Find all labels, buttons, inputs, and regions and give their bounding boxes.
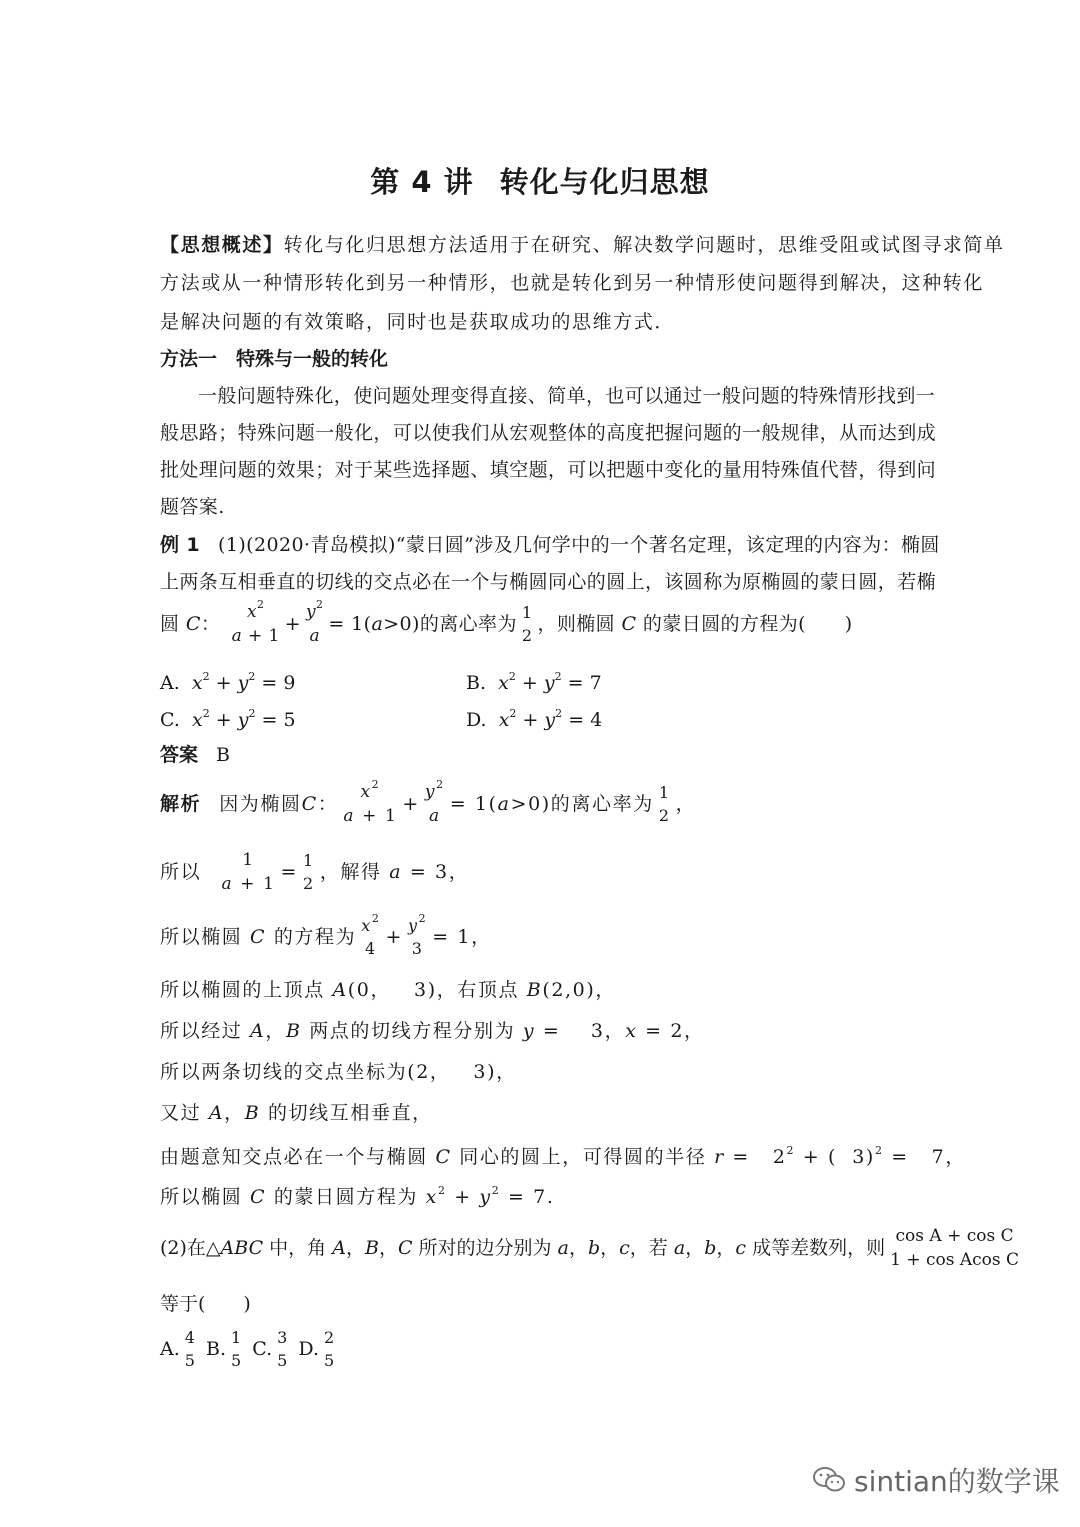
- option-d: D. $x^2 + y^2 = 4$: [466, 707, 603, 731]
- overview-line-3: 是解决问题的有效策略，同时也是获取成功的思维方式．: [160, 311, 676, 333]
- analysis-line-5: 所以经过 A，B 两点的切线方程分别为 y = 3，x = 2，: [160, 1020, 705, 1042]
- page-title: 第 4 讲 转化与化归思想: [370, 165, 710, 199]
- analysis-fraction-x: $x^2$ a + 1: [343, 778, 398, 826]
- option-a: A. $x^2 + y^2 = 9$: [160, 670, 296, 694]
- analysis-fraction-y2-3: $y^2$ 3: [408, 912, 428, 958]
- answer-line: [160, 746, 230, 765]
- example1-line-3: 圆 C： $x^2$ a + 1 + $y^2$ a = 1(a>0)的离心率为 1 2 ，则椭圆 C 的蒙日圆的方程为( ): [160, 598, 853, 646]
- overview-line-2: 方法或从一种情形转化到另一种情形，也就是转化到另一种情形使问题得到解决，这种转化: [160, 272, 985, 294]
- overview-label: 【思想概述】: [160, 234, 284, 256]
- analysis-line-3: 所以椭圆 C 的方程为 $x^2$ 4 + $y^2$ 3 = 1，: [160, 912, 492, 958]
- analysis-eccentricity: 1 2: [658, 783, 671, 825]
- answer-value: B: [216, 744, 230, 766]
- analysis-line-6: 所以两条切线的交点坐标为(2， 3)，: [160, 1061, 517, 1083]
- example1-line-1: 例 1 (1)(2020·青岛模拟)“蒙日圆”涉及几何学中的一个著名定理，该定理的内容为：椭圆: [160, 534, 940, 556]
- example1-label: 例 1: [160, 534, 201, 556]
- analysis-line-7: 又过 A，B 的切线互相垂直，: [160, 1102, 433, 1124]
- method1-para-line-2: 般思路；特殊问题一般化，可以使我们从宏观整体的高度把握问题的一般规律，从而达到成: [160, 422, 937, 444]
- analysis-label: 解析: [160, 792, 202, 815]
- method1-para-line-1: 一般问题特殊化，使问题处理变得直接、简单，也可以通过一般问题的特殊情形找到一: [198, 385, 936, 407]
- question2-line-1: (2)在△ABC 中，角 A，B，C 所对的边分别为 a，b，c，若 a，b，c 成等差数列，则 cos A + cos C 1 + cos Acos C: [160, 1228, 1024, 1270]
- analysis-line-4: 所以椭圆的上顶点 A(0， 3)，右顶点 B(2,0)，: [160, 979, 616, 1001]
- ellipse-fraction-x: $x^2$ a + 1: [231, 598, 280, 646]
- watermark: sintian的数学课: [812, 1460, 1060, 1500]
- analysis-fraction-x2-4: $x^2$ 4: [361, 912, 381, 958]
- option-b: B. $x^2 + y^2 = 7$: [466, 670, 602, 694]
- method1-heading: 方法一 特殊与一般的转化: [160, 348, 389, 370]
- overview-line-1: 【思想概述】转化与化归思想方法适用于在研究、解决数学问题时，思维受阻或试图寻求简单: [160, 234, 1005, 256]
- analysis-line-9: 所以椭圆 C 的蒙日圆方程为 $x^2 + y^2 = 7$.: [160, 1184, 555, 1208]
- question2-options: A. 4 5 B. 1 5 C. 3 5 D. 2 5: [160, 1328, 335, 1370]
- method1-para-line-3: 批处理问题的效果；对于某些选择题、填空题，可以把题中变化的量用特殊值代替，得到问: [160, 459, 937, 481]
- analysis-line-8: 由题意知交点必在一个与椭圆 C 同心的圆上，可得圆的半径 $r = 2^2$ + ( 3)$^2$ = 7，: [160, 1144, 966, 1168]
- analysis-line-2: 所以 1 a + 1 = 1 2 ，解得 a = 3，: [160, 850, 470, 894]
- analysis-line-1: 解析 因为椭圆C： $x^2$ a + 1 + $y^2$ a = 1(a>0)的离心率为 1 2 ，: [160, 778, 697, 826]
- ellipse-fraction-y: $y^2$ a: [306, 598, 324, 646]
- example1-line-2: 上两条互相垂直的切线的交点必在一个与椭圆同心的圆上，该圆称为原椭圆的蒙日圆，若椭: [160, 571, 937, 593]
- wechat-icon: [812, 1465, 846, 1495]
- analysis-fraction-half: 1 2: [303, 851, 315, 893]
- question2-line-2: 等于( ): [160, 1293, 251, 1315]
- answer-label: 答案: [160, 744, 199, 766]
- method1-para-line-4: 题答案.: [160, 496, 225, 518]
- analysis-fraction-1-over-a1: 1 a + 1: [221, 850, 276, 894]
- eccentricity-fraction: 1 2: [521, 603, 533, 645]
- question2-fraction: cos A + cos C 1 + cos Acos C: [890, 1226, 1020, 1270]
- option-c: C. $x^2 + y^2 = 5$: [160, 707, 296, 731]
- analysis-fraction-y: $y^2$ a: [424, 778, 445, 826]
